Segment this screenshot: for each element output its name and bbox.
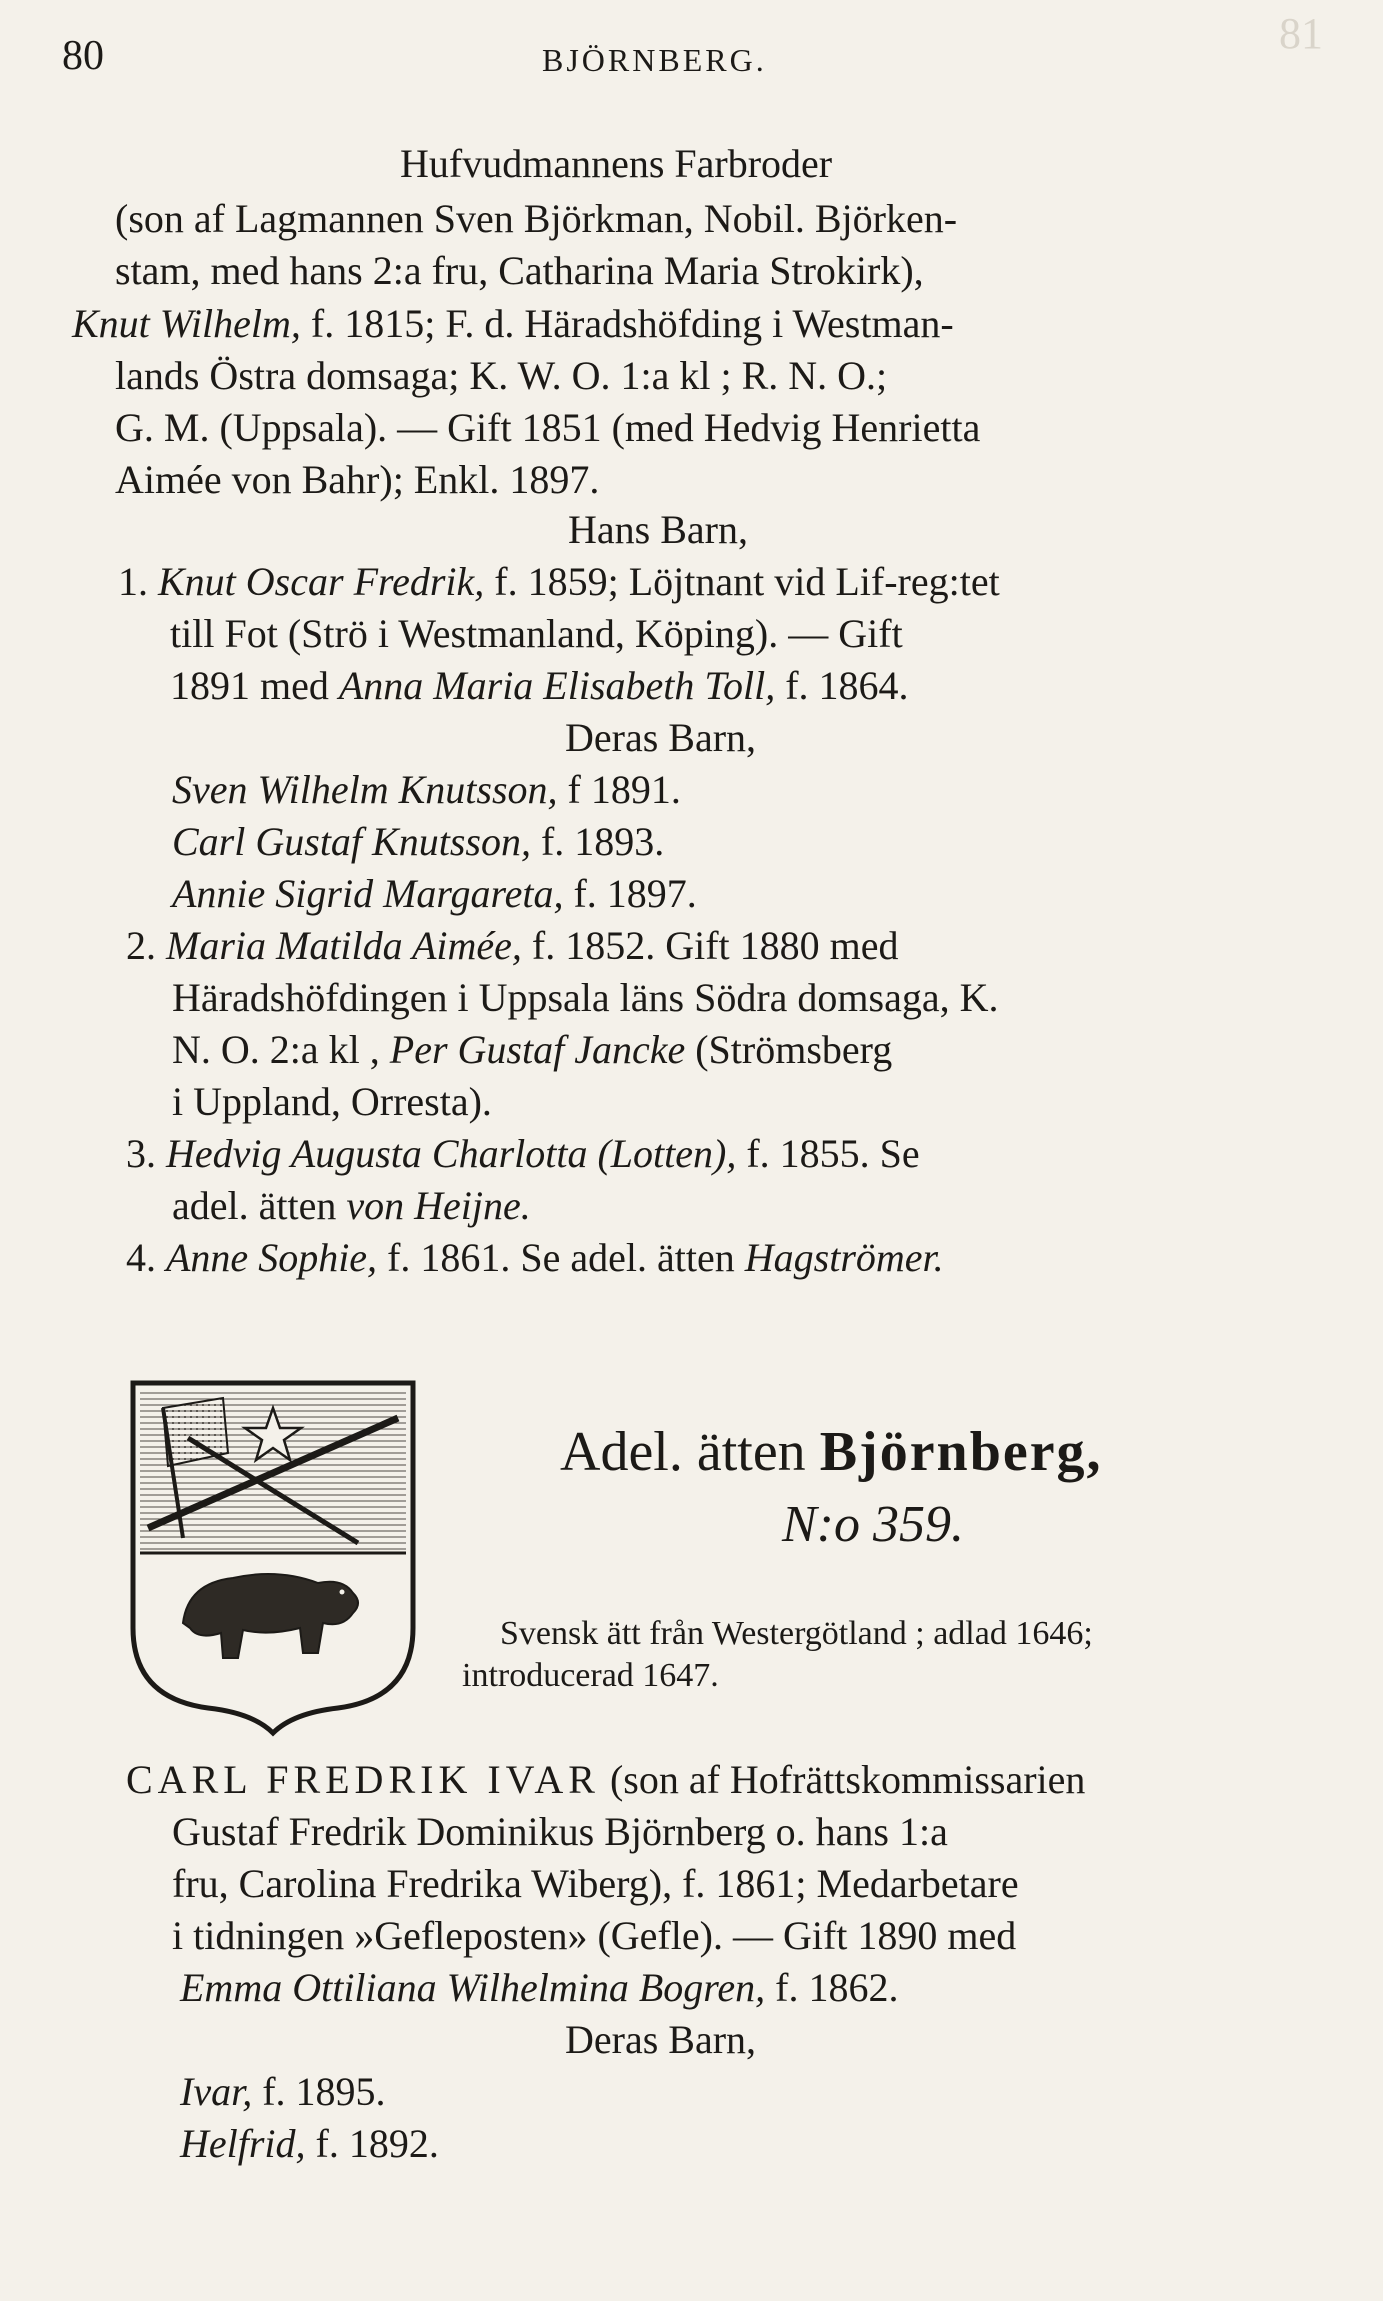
child-details: f. 1855. Se — [746, 1131, 920, 1176]
marriage-text: 1891 med — [170, 663, 329, 708]
order-text: N. O. 2:a kl , — [172, 1027, 380, 1072]
page-number: 80 — [62, 33, 104, 79]
child-born: f. 1892. — [315, 2121, 439, 2166]
carl-line-3: fru, Carolina Fredrika Wiberg), f. 1861; Medarbetare — [172, 1861, 1019, 1906]
family-name: von Heijne. — [346, 1183, 531, 1228]
child-3-line-2 — [172, 1182, 531, 1230]
child-number: 3. — [126, 1131, 156, 1176]
child-details: f. 1852. Gift 1880 med — [531, 923, 899, 968]
child-2-line-4: i Uppland, Orresta). — [172, 1079, 492, 1124]
grandchild-2 — [172, 818, 664, 866]
child-1-line-3 — [170, 662, 909, 710]
estate-text: (Strömsberg — [695, 1027, 893, 1072]
carl-child-2 — [180, 2120, 439, 2168]
page-header — [62, 32, 1323, 92]
intro-line-2: stam, med hans 2:a fru, Catharina Maria Strokirk), — [115, 248, 924, 293]
family-number: N:o 359. — [782, 1496, 964, 1553]
child-3-line-1 — [126, 1130, 920, 1178]
running-head: BJÖRNBERG. — [542, 42, 767, 78]
grandchildren-heading: Deras Barn, — [565, 715, 757, 760]
person-details: f. 1815; F. d. Häradshöfding i Westman- — [310, 301, 954, 346]
details-line-1: lands Östra domsaga; K. W. O. 1:a kl ; R. N. O.; — [115, 353, 888, 398]
child-name: Hedvig Augusta Charlotta — [166, 1131, 588, 1176]
child-1-line-1 — [118, 558, 1000, 606]
child-2-line-3 — [172, 1026, 892, 1074]
child-name: Ivar, — [180, 2069, 253, 2114]
family-description-1: Svensk ätt från Westergötland ; adlad 1646; — [500, 1615, 1093, 1652]
grandchild-3 — [172, 870, 697, 918]
child-4-line-1 — [126, 1234, 944, 1282]
spouse-name: Emma Ottiliana Wilhelmina Bogren, — [180, 1965, 766, 2010]
carl-line-2: Gustaf Fredrik Dominikus Björnberg o. hans 1:a — [172, 1809, 948, 1854]
family-title-prefix: Adel. ätten — [560, 1421, 806, 1483]
person-name-caps: CARL FREDRIK IVAR — [126, 1757, 600, 1802]
child-number: 1. — [118, 559, 148, 604]
carl-children-heading: Deras Barn, — [565, 2017, 757, 2062]
grandchild-1 — [172, 766, 681, 814]
child-name: Maria Matilda Aimée, — [166, 923, 522, 968]
carl-line-5 — [180, 1964, 898, 2012]
reference-text: adel. ätten — [172, 1183, 337, 1228]
family-title — [560, 1420, 1103, 1484]
intro-line-1: (son af Lagmannen Sven Björkman, Nobil. Björken- — [115, 196, 958, 241]
child-details: f. 1859; Löjtnant vid Lif-reg:tet — [494, 559, 1000, 604]
child-2-line-2: Häradshöfdingen i Uppsala läns Södra domsaga, K. — [172, 975, 999, 1020]
child-name: Knut Oscar Fredrik, — [158, 559, 485, 604]
child-1-line-2: till Fot (Strö i Westmanland, Köping). — Gift — [170, 611, 903, 656]
details-line-3: Aimée von Bahr); Enkl. 1897. — [115, 457, 600, 502]
carl-line-4: i tidningen »Gefleposten» (Gefle). — Gift 1890 med — [172, 1913, 1017, 1958]
spouse-born: f. 1862. — [775, 1965, 899, 2010]
carl-line-1 — [126, 1756, 1085, 1804]
person-name: Knut Wilhelm, — [72, 301, 301, 346]
grandchild-name: Annie Sigrid Margareta, — [172, 871, 564, 916]
child-nickname: (Lotten), — [597, 1131, 737, 1176]
spouse-name: Per Gustaf Jancke — [389, 1027, 686, 1072]
family-name: Hagströmer. — [744, 1235, 944, 1280]
children-heading: Hans Barn, — [568, 507, 748, 552]
grandchild-name: Carl Gustaf Knutsson, — [172, 819, 531, 864]
child-number: 4. — [126, 1235, 156, 1280]
bleed-through-page-number: 81 — [1279, 9, 1323, 58]
child-name: Helfrid, — [180, 2121, 306, 2166]
family-title-name: Björnberg, — [819, 1421, 1103, 1483]
grandchild-name: Sven Wilhelm Knutsson, — [172, 767, 558, 812]
section-heading: Hufvudmannens Farbroder — [400, 141, 833, 186]
grandchild-born: f. 1893. — [540, 819, 665, 864]
child-born: f. 1895. — [262, 2069, 386, 2114]
child-2-line-1 — [126, 922, 899, 970]
person-line — [72, 300, 954, 348]
child-details: f. 1861. Se adel. ätten — [387, 1235, 735, 1280]
child-name: Anne Sophie, — [166, 1235, 378, 1280]
spouse-name: Anna Maria Elisabeth Toll, — [338, 663, 776, 708]
carl-child-1 — [180, 2068, 386, 2116]
child-number: 2. — [126, 923, 156, 968]
spouse-born: f. 1864. — [785, 663, 909, 708]
grandchild-born: f. 1897. — [573, 871, 697, 916]
family-description-2: introducerad 1647. — [462, 1657, 719, 1694]
parentage: (son af Hofrättskommissarien — [609, 1757, 1086, 1802]
grandchild-born: f 1891. — [567, 767, 681, 812]
details-line-2: G. M. (Uppsala). — Gift 1851 (med Hedvig Henrietta — [115, 405, 981, 450]
coat-of-arms-icon — [128, 1378, 418, 1738]
